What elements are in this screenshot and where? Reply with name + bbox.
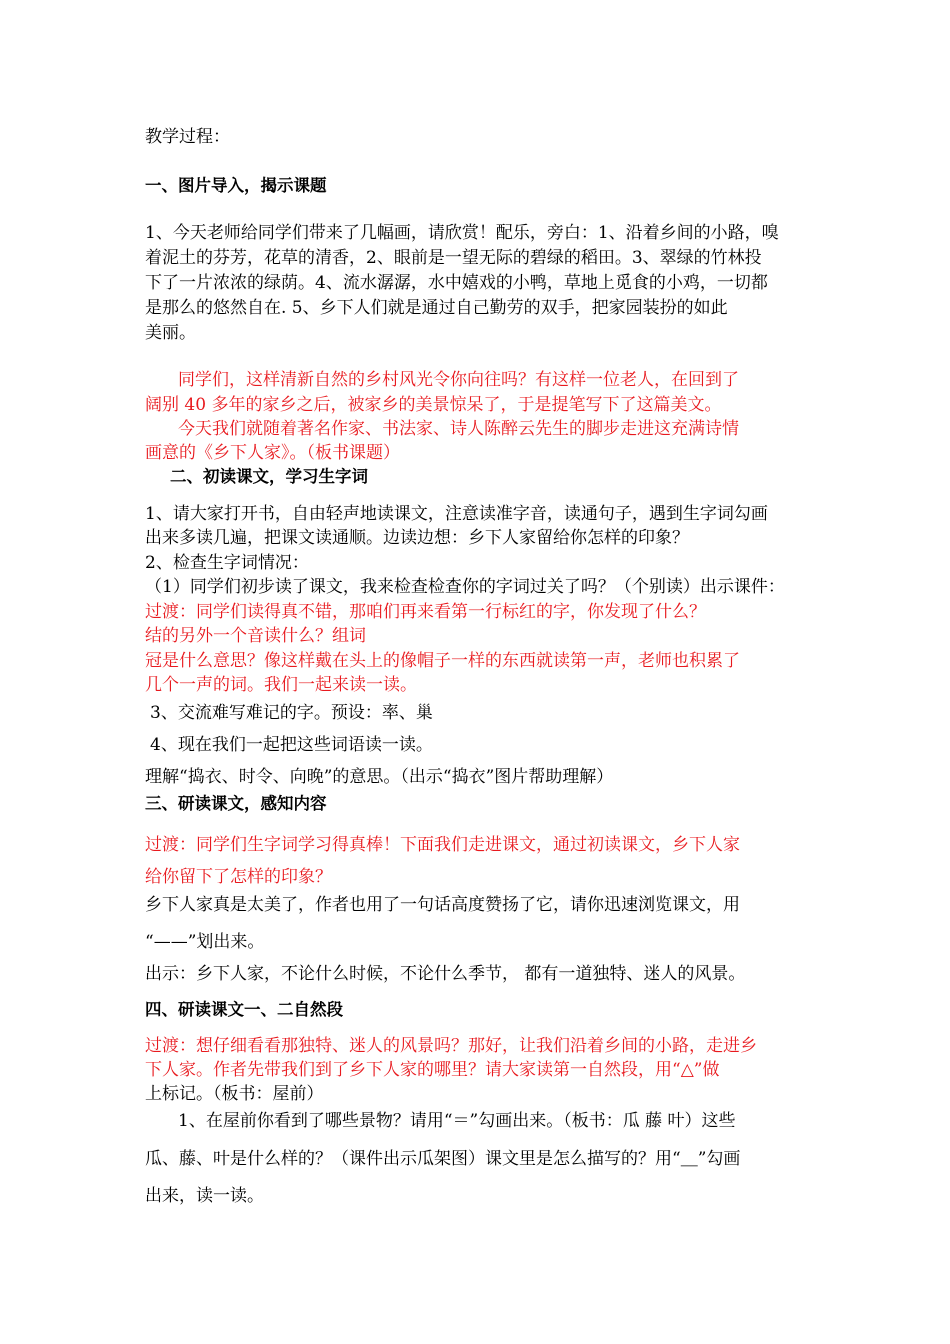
paragraph-line: 乡下人家真是太美了，作者也用了一句话高度赞扬了它，请你迅速浏览课文，用 <box>145 895 740 915</box>
paragraph-line: 是那么的悠然自在. 5、乡下人们就是通过自己勤劳的双手，把家园装扮的如此 <box>145 298 728 318</box>
paragraph-line: 2、检查生字词情况： <box>145 553 309 573</box>
paragraph-line: 出来，读一读。 <box>145 1186 264 1206</box>
paragraph-line: 1、请大家打开书，自由轻声地读课文，注意读准字音，读通句子，遇到生字词勾画 <box>145 504 768 524</box>
highlight-line: 画意的《乡下人家》。（板书课题） <box>145 443 400 463</box>
paragraph-line: 理解“捣衣、时令、向晚”的意思。（出示“捣衣”图片帮助理解） <box>145 767 614 787</box>
highlight-line: 几个一声的词。我们一起来读一读。 <box>145 675 417 695</box>
paragraph-line: 着泥土的芬芳，花草的清香，2、眼前是一望无际的碧绿的稻田。3、翠绿的竹林投 <box>145 248 762 268</box>
highlight-line: 阔别 40 多年的家乡之后，被家乡的美景惊呆了，于是提笔写下了这篇美文。 <box>145 395 722 415</box>
paragraph-line: 1、今天老师给同学们带来了几幅画，请欣赏！配乐，旁白：1、沿着乡间的小路，嗅 <box>145 223 779 243</box>
heading-part-3: 三、研读课文，感知内容 <box>145 794 327 813</box>
highlight-line: 过渡：同学们生字词学习得真棒！下面我们走进课文，通过初读课文，乡下人家 <box>145 835 740 855</box>
paragraph-line: 出来多读几遍，把课文读通顺。边读边想：乡下人家留给你怎样的印象？ <box>145 528 689 548</box>
paragraph-line: 美丽。 <box>145 323 196 343</box>
highlight-line: 过渡：想仔细看看那独特、迷人的风景吗？那好，让我们沿着乡间的小路，走进乡 <box>145 1036 757 1056</box>
paragraph-line: 出示：乡下人家，不论什么时候，不论什么季节， 都有一道独特、迷人的风景。 <box>145 964 746 984</box>
paragraph-line: 3、交流难写难记的字。预设：率、巢 <box>150 703 433 723</box>
paragraph-line: 上标记。（板书：屋前） <box>145 1084 324 1104</box>
highlight-line: 给你留下了怎样的印象？ <box>145 867 332 887</box>
highlight-line: 过渡：同学们读得真不错，那咱们再来看第一行标红的字，你发现了什么？ <box>145 602 706 622</box>
heading-part-2: 二、初读课文，学习生字词 <box>170 467 368 486</box>
highlight-line: 结的另外一个音读什么？组词 <box>145 626 366 646</box>
paragraph-line: “——”划出来。 <box>145 932 265 952</box>
paragraph-line: 4、现在我们一起把这些词语读一读。 <box>150 735 433 755</box>
paragraph-line: 瓜、藤、叶是什么样的？（课件出示瓜架图）课文里是怎么描写的？用“＿”勾画 <box>145 1149 741 1169</box>
highlight-line: 下人家。作者先带我们到了乡下人家的哪里？请大家读第一自然段，用“△”做 <box>145 1060 720 1080</box>
paragraph-line: 下了一片浓浓的绿荫。4、流水潺潺，水中嬉戏的小鸭，草地上觅食的小鸡，一切都 <box>145 273 768 293</box>
highlight-line: 同学们，这样清新自然的乡村风光令你向往吗？有这样一位老人，在回到了 <box>178 370 739 390</box>
highlight-line: 今天我们就随着著名作家、书法家、诗人陈醉云先生的脚步走进这充满诗情 <box>178 419 739 439</box>
highlight-line: 冠是什么意思？像这样戴在头上的像帽子一样的东西就读第一声，老师也积累了 <box>145 651 740 671</box>
paragraph-line: （1）同学们初步读了课文，我来检查检查你的字词过关了吗？（个别读）出示课件： <box>145 577 785 597</box>
section-heading-process: 教学过程： <box>145 127 230 147</box>
heading-part-4: 四、研读课文一、二自然段 <box>145 1000 343 1019</box>
heading-part-1: 一、图片导入，揭示课题 <box>145 176 327 195</box>
paragraph-line: 1、在屋前你看到了哪些景物？请用“＝”勾画出来。（板书：瓜 藤 叶）这些 <box>178 1111 736 1131</box>
